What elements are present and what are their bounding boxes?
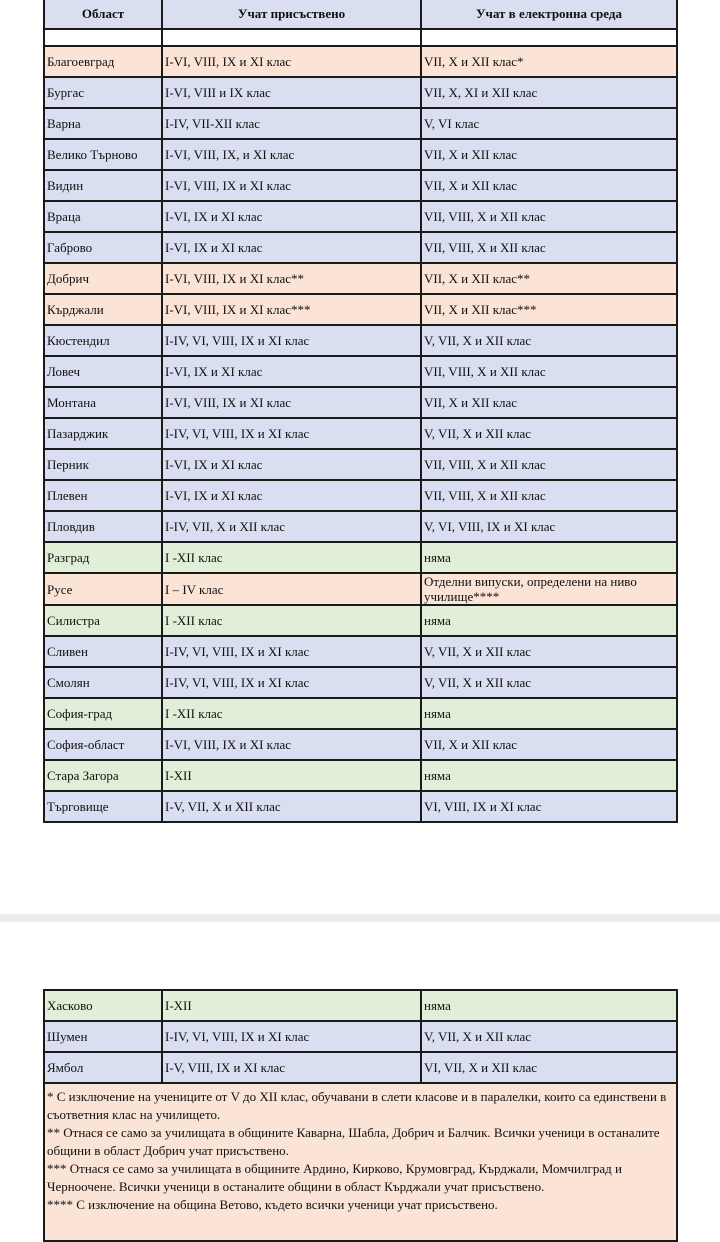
schedule-table-page-1 bbox=[43, 0, 678, 823]
in-person-cell: I-XII bbox=[162, 760, 421, 791]
in-person-cell: I-IV, VI, VIII, IX и XI клас bbox=[162, 418, 421, 449]
in-person-cell: I-VI, VIII, IX, и XI клас bbox=[162, 139, 421, 170]
table-row bbox=[44, 990, 677, 1021]
online-cell: V, VII, X и XII клас bbox=[421, 325, 677, 356]
page-separator bbox=[0, 914, 720, 922]
table-row bbox=[44, 170, 677, 201]
region-cell: София-град bbox=[44, 698, 162, 729]
table-row bbox=[44, 760, 677, 791]
table-row bbox=[44, 1052, 677, 1083]
in-person-cell: I-VI, VIII, IX и XI клас** bbox=[162, 263, 421, 294]
online-cell: няма bbox=[421, 760, 677, 791]
region-cell: Монтана bbox=[44, 387, 162, 418]
region-cell: Смолян bbox=[44, 667, 162, 698]
in-person-cell: I-IV, VI, VIII, IX и XI клас bbox=[162, 667, 421, 698]
table-row bbox=[44, 729, 677, 760]
region-cell: Перник bbox=[44, 449, 162, 480]
table-row bbox=[44, 698, 677, 729]
online-cell: VII, VIII, X и XII клас bbox=[421, 480, 677, 511]
table-row bbox=[44, 46, 677, 77]
table-row bbox=[44, 791, 677, 822]
in-person-cell: I-V, VII, X и XII клас bbox=[162, 791, 421, 822]
region-cell: Шумен bbox=[44, 1021, 162, 1052]
online-cell: VI, VIII, IX и XI клас bbox=[421, 791, 677, 822]
online-cell: VI, VII, X и XII клас bbox=[421, 1052, 677, 1083]
table-row bbox=[44, 108, 677, 139]
footnote-2: ** Отнася се само за училищата в общините Каварна, Шабла, Добрич и Балчик. Всички ученици в останалите общини в област Добрич учат присъствено. bbox=[47, 1125, 660, 1158]
region-cell: Ловеч bbox=[44, 356, 162, 387]
online-cell: V, VII, X и XII клас bbox=[421, 636, 677, 667]
region-cell: Кърджали bbox=[44, 294, 162, 325]
table-row bbox=[44, 1021, 677, 1052]
region-cell: Велико Търново bbox=[44, 139, 162, 170]
table-row bbox=[44, 232, 677, 263]
header-in-person: Учат присъствено bbox=[162, 0, 421, 29]
in-person-cell: I -XII клас bbox=[162, 698, 421, 729]
schedule-table-page-2 bbox=[43, 989, 678, 1242]
region-cell: Видин bbox=[44, 170, 162, 201]
in-person-cell: I-VI, IX и XI клас bbox=[162, 232, 421, 263]
online-cell: VII, X и XII клас* bbox=[421, 46, 677, 77]
online-cell: VII, VIII, X и XII клас bbox=[421, 201, 677, 232]
in-person-cell: I-VI, VIII, IX и XI клас bbox=[162, 387, 421, 418]
online-cell: VII, X и XII клас*** bbox=[421, 294, 677, 325]
in-person-cell: I-V, VIII, IX и XI клас bbox=[162, 1052, 421, 1083]
in-person-cell: I-IV, VI, VIII, IX и XI клас bbox=[162, 636, 421, 667]
table-row bbox=[44, 77, 677, 108]
online-cell: VII, X и XII клас bbox=[421, 387, 677, 418]
header-online: Учат в електронна среда bbox=[421, 0, 677, 29]
table-row bbox=[44, 325, 677, 356]
in-person-cell: I-IV, VI, VIII, IX и XI клас bbox=[162, 1021, 421, 1052]
region-cell: Ямбол bbox=[44, 1052, 162, 1083]
in-person-cell: I -XII клас bbox=[162, 542, 421, 573]
online-cell: VII, X, XI и XII клас bbox=[421, 77, 677, 108]
table-row bbox=[44, 480, 677, 511]
online-cell: V, VII, X и XII клас bbox=[421, 1021, 677, 1052]
online-cell: Отделни випуски, определени на ниво училище**** bbox=[421, 573, 677, 605]
online-cell: VII, VIII, X и XII клас bbox=[421, 232, 677, 263]
in-person-cell: I-VI, VIII и IX клас bbox=[162, 77, 421, 108]
region-cell: Добрич bbox=[44, 263, 162, 294]
region-cell: Силистра bbox=[44, 605, 162, 636]
table-row bbox=[44, 605, 677, 636]
online-cell: VII, VIII, X и XII клас bbox=[421, 356, 677, 387]
online-cell: VII, X и XII клас** bbox=[421, 263, 677, 294]
header-region: Област bbox=[44, 0, 162, 29]
online-cell: VII, VIII, X и XII клас bbox=[421, 449, 677, 480]
region-cell: Враца bbox=[44, 201, 162, 232]
table-row bbox=[44, 667, 677, 698]
table-row bbox=[44, 139, 677, 170]
region-cell: Бургас bbox=[44, 77, 162, 108]
footnotes-cell bbox=[44, 1083, 677, 1241]
online-cell: VII, X и XII клас bbox=[421, 170, 677, 201]
footnotes-row bbox=[44, 1083, 677, 1241]
region-cell: София-област bbox=[44, 729, 162, 760]
region-cell: Русе bbox=[44, 573, 162, 605]
blank-row bbox=[44, 29, 677, 46]
region-cell: Стара Загора bbox=[44, 760, 162, 791]
in-person-cell: I-VI, VIII, IX и XI клас bbox=[162, 46, 421, 77]
region-cell: Пловдив bbox=[44, 511, 162, 542]
in-person-cell: I-VI, IX и XI клас bbox=[162, 449, 421, 480]
table-row bbox=[44, 542, 677, 573]
region-cell: Габрово bbox=[44, 232, 162, 263]
table-row bbox=[44, 356, 677, 387]
online-cell: няма bbox=[421, 605, 677, 636]
online-cell: няма bbox=[421, 698, 677, 729]
online-cell: V, VII, X и XII клас bbox=[421, 418, 677, 449]
in-person-cell: I-VI, VIII, IX и XI клас*** bbox=[162, 294, 421, 325]
table-header-row bbox=[44, 0, 677, 29]
region-cell: Разград bbox=[44, 542, 162, 573]
table-row bbox=[44, 387, 677, 418]
region-cell: Благоевград bbox=[44, 46, 162, 77]
table-row bbox=[44, 201, 677, 232]
region-cell: Хасково bbox=[44, 990, 162, 1021]
table-row bbox=[44, 511, 677, 542]
online-cell: V, VI клас bbox=[421, 108, 677, 139]
in-person-cell: I-VI, VIII, IX и XI клас bbox=[162, 170, 421, 201]
table-row bbox=[44, 449, 677, 480]
online-cell: VII, X и XII клас bbox=[421, 139, 677, 170]
in-person-cell: I-VI, VIII, IX и XI клас bbox=[162, 729, 421, 760]
table-row bbox=[44, 636, 677, 667]
in-person-cell: I-VI, IX и XI клас bbox=[162, 356, 421, 387]
region-cell: Пазарджик bbox=[44, 418, 162, 449]
in-person-cell: I-VI, IX и XI клас bbox=[162, 480, 421, 511]
online-cell: V, VI, VIII, IX и XI клас bbox=[421, 511, 677, 542]
region-cell: Сливен bbox=[44, 636, 162, 667]
online-cell: V, VII, X и XII клас bbox=[421, 667, 677, 698]
online-cell: VII, X и XII клас bbox=[421, 729, 677, 760]
in-person-cell: I -XII клас bbox=[162, 605, 421, 636]
table-row bbox=[44, 294, 677, 325]
region-cell: Варна bbox=[44, 108, 162, 139]
in-person-cell: I-XII bbox=[162, 990, 421, 1021]
table-row bbox=[44, 573, 677, 605]
table-row bbox=[44, 263, 677, 294]
region-cell: Плевен bbox=[44, 480, 162, 511]
in-person-cell: I-IV, VII-XII клас bbox=[162, 108, 421, 139]
region-cell: Търговище bbox=[44, 791, 162, 822]
footnote-1: * С изключение на учениците от V до XII клас, обучавани в слети класове и в паралелки, които са единствени в съответния клас на училището. bbox=[47, 1089, 667, 1122]
online-cell: няма bbox=[421, 990, 677, 1021]
in-person-cell: I-IV, VII, X и XII клас bbox=[162, 511, 421, 542]
in-person-cell: I-VI, IX и XI клас bbox=[162, 201, 421, 232]
in-person-cell: I – IV клас bbox=[162, 573, 421, 605]
region-cell: Кюстендил bbox=[44, 325, 162, 356]
online-cell: няма bbox=[421, 542, 677, 573]
in-person-cell: I-IV, VI, VIII, IX и XI клас bbox=[162, 325, 421, 356]
table-row bbox=[44, 418, 677, 449]
footnote-4: **** С изключение на община Ветово, където всички ученици учат присъствено. bbox=[47, 1197, 498, 1212]
footnote-3: *** Отнася се само за училищата в общините Ардино, Кирково, Крумовград, Кърджали, Момчилград и Черноочене. Всички ученици в останалите общини в област Кърджали учат присъствено. bbox=[47, 1161, 622, 1194]
